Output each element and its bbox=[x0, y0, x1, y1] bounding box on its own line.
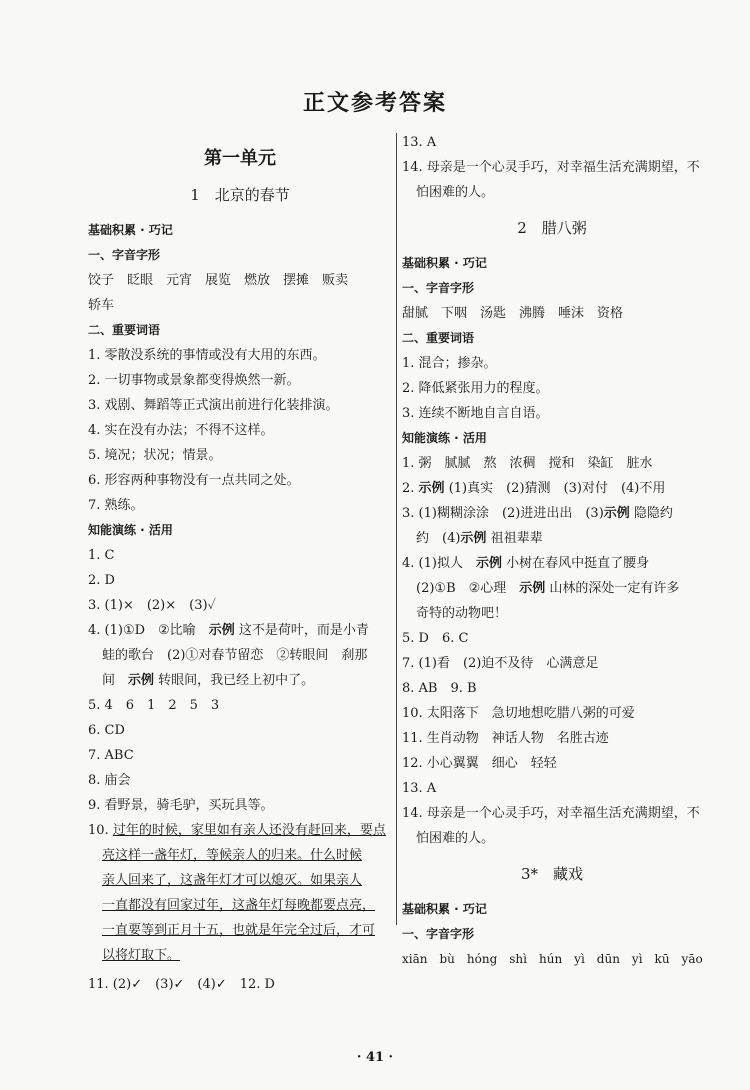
vocab-item: 6. 形容两种事物没有一点共同之处。 bbox=[88, 473, 300, 488]
word-list-cont: 轿车 bbox=[88, 298, 115, 313]
word-list: 饺子 眨眼 元宵 展览 燃放 摆摊 贩卖 bbox=[88, 273, 349, 288]
answer-text: 4. (1)①D ②比喻 bbox=[88, 623, 209, 638]
section-vocab-heading: 二、重要词语 bbox=[402, 331, 475, 345]
answer-item-cont: 奇特的动物吧！ bbox=[416, 606, 508, 621]
answer-item-cont bbox=[88, 843, 392, 868]
answer-item: 9. 看野景，骑毛驴，买玩具等。 bbox=[88, 798, 274, 813]
answer-item: 3. (1)× (2)× (3)✓ bbox=[88, 598, 216, 613]
answer-item: 10. 太阳落下 急切地想吃腊八粥的可爱 bbox=[402, 706, 635, 721]
column-divider bbox=[396, 133, 397, 925]
answer-item bbox=[88, 618, 392, 643]
example-label: 示例 bbox=[475, 556, 502, 571]
answer-text: 转眼间，我已经上初中了。 bbox=[154, 673, 315, 688]
answer-item: 1. C bbox=[88, 548, 115, 563]
lesson-3-heading: 3* 藏戏 bbox=[520, 865, 584, 883]
example-label: 示例 bbox=[418, 481, 445, 496]
vocab-item: 1. 混合；掺杂。 bbox=[402, 356, 497, 371]
answer-item-cont bbox=[88, 868, 392, 893]
word-list: 甜腻 下咽 汤匙 沸腾 唾沫 资格 bbox=[402, 306, 624, 321]
underlined-answer: 亲人回来了，这盏年灯才可以熄灭。如果亲人 bbox=[102, 873, 363, 888]
answer-text: 祖祖辈辈 bbox=[486, 531, 543, 546]
answer-item: 6. CD bbox=[88, 723, 125, 738]
section-basic-heading: 基础积累 · 巧记 bbox=[88, 223, 173, 237]
answer-text: 小树在春风中挺直了腰身 bbox=[501, 556, 650, 571]
vocab-item: 2. 一切事物或景象都变得焕然一新。 bbox=[88, 373, 300, 388]
answer-text: 约 (4) bbox=[416, 531, 461, 546]
section-pronunciation-heading: 一、字音字形 bbox=[402, 927, 475, 941]
answer-item: 11. (2)✓ (3)✓ (4)✓ 12. D bbox=[88, 977, 275, 992]
vocab-item: 3. 戏剧、舞蹈等正式演出前进行化装排演。 bbox=[88, 398, 339, 413]
answer-item: 8. AB 9. B bbox=[402, 681, 477, 696]
answer-item-10 bbox=[88, 818, 392, 843]
example-label: 示例 bbox=[519, 581, 546, 596]
lesson-1-heading: 1 北京的春节 bbox=[190, 186, 290, 204]
answer-item-cont bbox=[402, 576, 702, 601]
answer-item: 5. 4 6 1 2 5 3 bbox=[88, 698, 220, 713]
answer-text: (1)真实 (2)猜测 (3)对付 (4)不用 bbox=[444, 481, 666, 496]
section-pronunciation-heading: 一、字音字形 bbox=[88, 248, 161, 262]
answer-text: 3. (1)糊糊涂涂 (2)进进出出 (3) bbox=[402, 506, 604, 521]
answer-item: 7. (1)看 (2)迫不及待 心满意足 bbox=[402, 656, 599, 671]
answer-text: (2)①B ②心理 bbox=[416, 581, 520, 596]
answer-item-cont bbox=[88, 668, 392, 693]
underlined-answer: 亮这样一盏年灯，等候亲人的归来。什么时候 bbox=[102, 848, 363, 863]
answer-item-cont: 怕困难的人。 bbox=[416, 185, 495, 200]
answer-item: 13. A bbox=[402, 135, 437, 150]
answer-item bbox=[402, 551, 702, 576]
answer-item bbox=[402, 476, 702, 501]
answer-text: 这不是荷叶，而是小青 bbox=[234, 623, 369, 638]
page-number: · 41 · bbox=[356, 1050, 394, 1065]
example-label: 示例 bbox=[603, 506, 630, 521]
answer-text: 隐隐约 bbox=[629, 506, 673, 521]
underlined-answer: 过年的时候，家里如有亲人还没有赶回来，要点 bbox=[112, 823, 386, 838]
section-basic-heading: 基础积累 · 巧记 bbox=[402, 256, 487, 270]
vocab-item: 1. 零散没系统的事情或没有大用的东西。 bbox=[88, 348, 326, 363]
answer-item-cont bbox=[88, 893, 392, 918]
section-vocab-heading: 二、重要词语 bbox=[88, 323, 161, 337]
answer-item: 5. D 6. C bbox=[402, 631, 469, 646]
answer-item: 14. 母亲是一个心灵手巧，对幸福生活充满期望，不 bbox=[402, 806, 700, 821]
example-label: 示例 bbox=[460, 531, 487, 546]
page-title: 正文参考答案 bbox=[302, 90, 447, 116]
answer-item: 2. D bbox=[88, 573, 115, 588]
answer-item: 11. 生肖动物 神话人物 名胜古迹 bbox=[402, 731, 609, 746]
answer-text: 4. (1)拟人 bbox=[402, 556, 476, 571]
vocab-item: 5. 境况；状况；情景。 bbox=[88, 448, 222, 463]
section-apply-heading: 知能演练 · 活用 bbox=[88, 523, 173, 537]
answer-item-cont bbox=[88, 918, 392, 943]
lesson-2-heading: 2 腊八粥 bbox=[517, 219, 587, 237]
unit-heading: 第一单元 bbox=[204, 148, 276, 169]
answer-number: 10. bbox=[88, 823, 113, 838]
vocab-item: 3. 连续不断地自言自语。 bbox=[402, 406, 549, 421]
answer-text: 山林的深处一定有许多 bbox=[545, 581, 680, 596]
answer-item-cont bbox=[402, 526, 702, 551]
example-label: 示例 bbox=[208, 623, 235, 638]
section-apply-heading: 知能演练 · 活用 bbox=[402, 431, 487, 445]
pinyin-list: xiān bù hóng shì hún yì dūn yì kū yāo bbox=[402, 952, 703, 966]
section-basic-heading: 基础积累 · 巧记 bbox=[402, 902, 487, 916]
answer-item: 12. 小心翼翼 细心 轻轻 bbox=[402, 756, 557, 771]
answer-item: 7. ABC bbox=[88, 748, 134, 763]
answer-item: 14. 母亲是一个心灵手巧，对幸福生活充满期望，不 bbox=[402, 160, 700, 175]
right-column bbox=[402, 130, 702, 972]
answer-item: 8. 庙会 bbox=[88, 773, 131, 788]
answer-item: 1. 粥 腻腻 熬 浓稠 搅和 染缸 脏水 bbox=[402, 456, 653, 471]
underlined-answer: 以将灯取下。 bbox=[102, 948, 181, 963]
answer-text: 2. bbox=[402, 481, 419, 496]
vocab-item: 7. 熟练。 bbox=[88, 498, 144, 513]
example-label: 示例 bbox=[128, 673, 155, 688]
answer-item-cont: 蛙的歌台 (2)①对春节留恋 ②转眼间 刹那 bbox=[102, 648, 368, 663]
underlined-answer: 一直要等到正月十五，也就是年完全过后，才可 bbox=[102, 923, 376, 938]
answer-item: 13. A bbox=[402, 781, 437, 796]
vocab-item: 4. 实在没有办法；不得不这样。 bbox=[88, 423, 274, 438]
left-column bbox=[88, 130, 392, 997]
answer-item-cont bbox=[88, 943, 392, 968]
vocab-item: 2. 降低紧张用力的程度。 bbox=[402, 381, 549, 396]
section-pronunciation-heading: 一、字音字形 bbox=[402, 281, 475, 295]
answer-item bbox=[402, 501, 702, 526]
answer-item-cont: 怕困难的人。 bbox=[416, 831, 495, 846]
underlined-answer: 一直都没有回家过年，这盏年灯每晚都要点亮， bbox=[102, 898, 376, 913]
answer-text: 间 bbox=[102, 673, 129, 688]
